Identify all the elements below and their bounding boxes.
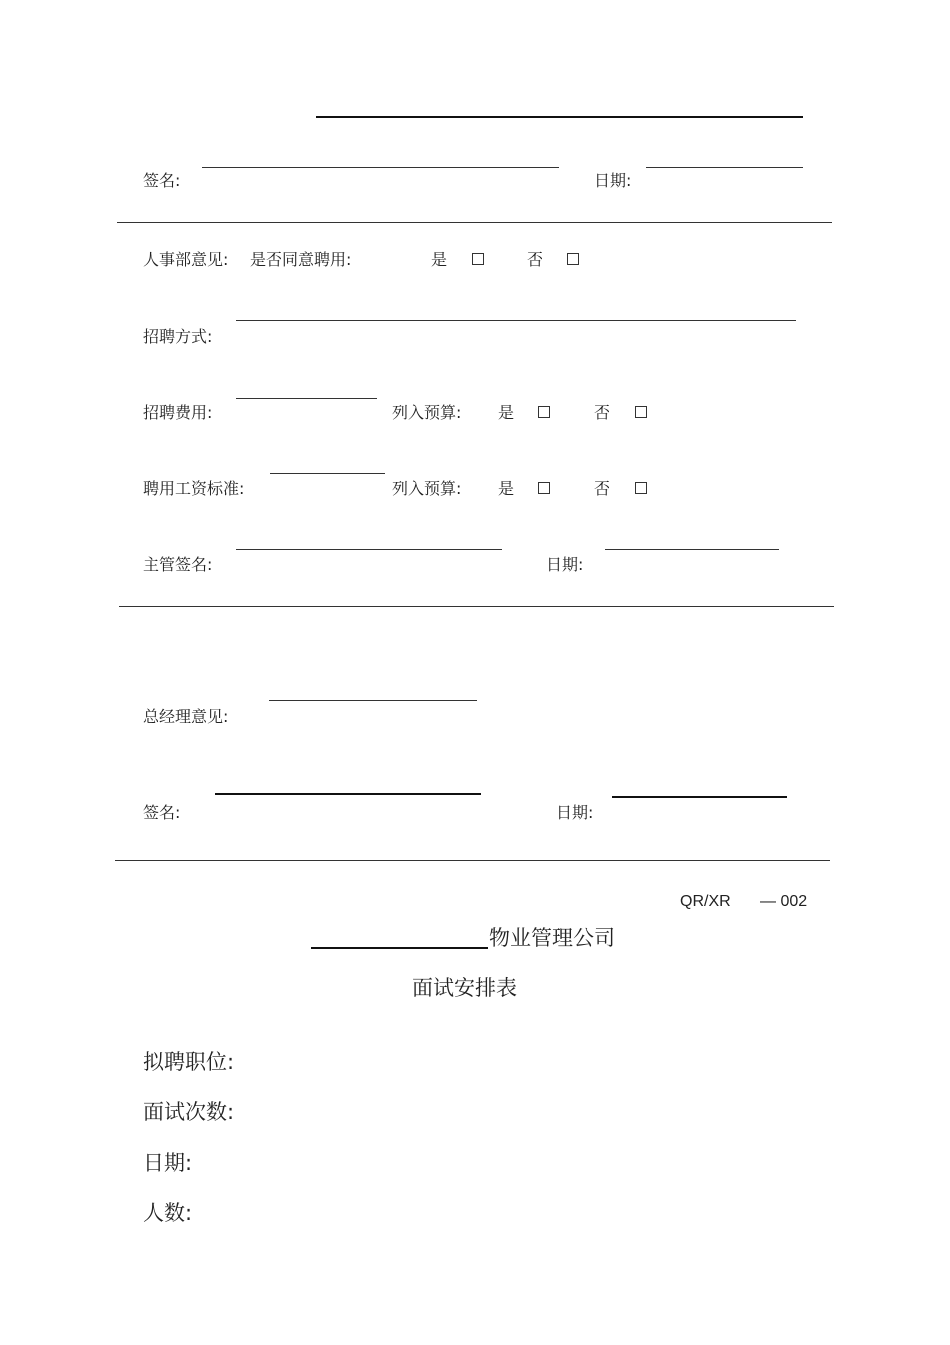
salary-budget-yes-checkbox[interactable] — [538, 482, 550, 494]
cost-budget-label: 列入预算: — [392, 403, 462, 422]
recruit-cost-label: 招聘费用: — [143, 403, 213, 422]
gm-date-label: 日期: — [556, 803, 594, 822]
position-field-label: 拟聘职位: — [143, 1050, 235, 1074]
cost-budget-no-label: 否 — [594, 403, 611, 422]
hire-yes-checkbox[interactable] — [472, 253, 484, 265]
hire-question-label: 是否同意聘用: — [250, 250, 352, 269]
signature-line[interactable] — [202, 167, 559, 168]
gm-opinion-label: 总经理意见: — [143, 707, 229, 726]
hire-yes-label: 是 — [431, 250, 448, 269]
salary-label: 聘用工资标准: — [143, 479, 245, 498]
gm-signature-line[interactable] — [215, 793, 481, 795]
supervisor-signature-line[interactable] — [236, 549, 502, 550]
recruit-cost-line[interactable] — [236, 398, 377, 399]
hire-no-checkbox[interactable] — [567, 253, 579, 265]
form-code: QR/XR — [680, 893, 731, 910]
interview-count-field-label: 面试次数: — [143, 1100, 235, 1124]
salary-budget-yes-label: 是 — [498, 479, 515, 498]
salary-budget-no-label: 否 — [594, 479, 611, 498]
company-name-line[interactable] — [311, 947, 488, 949]
top-blank-line — [316, 116, 803, 118]
salary-line[interactable] — [270, 473, 385, 474]
cost-budget-no-checkbox[interactable] — [635, 406, 647, 418]
hire-no-label: 否 — [527, 250, 544, 269]
signature-label: 签名: — [143, 171, 181, 190]
section-divider — [115, 860, 830, 861]
gm-signature-label: 签名: — [143, 803, 181, 822]
hr-date-label: 日期: — [546, 555, 584, 574]
date-label: 日期: — [594, 171, 632, 190]
date-field-label: 日期: — [143, 1151, 193, 1175]
cost-budget-yes-checkbox[interactable] — [538, 406, 550, 418]
cost-budget-yes-label: 是 — [498, 403, 515, 422]
date-line[interactable] — [646, 167, 803, 168]
section-divider — [117, 222, 832, 223]
headcount-field-label: 人数: — [143, 1201, 193, 1225]
recruit-method-line[interactable] — [236, 320, 796, 321]
gm-opinion-line[interactable] — [269, 700, 477, 701]
salary-budget-label: 列入预算: — [392, 479, 462, 498]
section-divider — [119, 606, 834, 607]
hr-opinion-label: 人事部意见: — [143, 250, 229, 269]
recruit-method-label: 招聘方式: — [143, 327, 213, 346]
hr-date-line[interactable] — [605, 549, 779, 550]
gm-date-line[interactable] — [612, 796, 787, 798]
supervisor-signature-label: 主管签名: — [143, 555, 213, 574]
form-title: 面试安排表 — [412, 976, 517, 1000]
salary-budget-no-checkbox[interactable] — [635, 482, 647, 494]
company-suffix: 物业管理公司 — [489, 926, 615, 950]
form-code-number: — 002 — [760, 893, 808, 910]
